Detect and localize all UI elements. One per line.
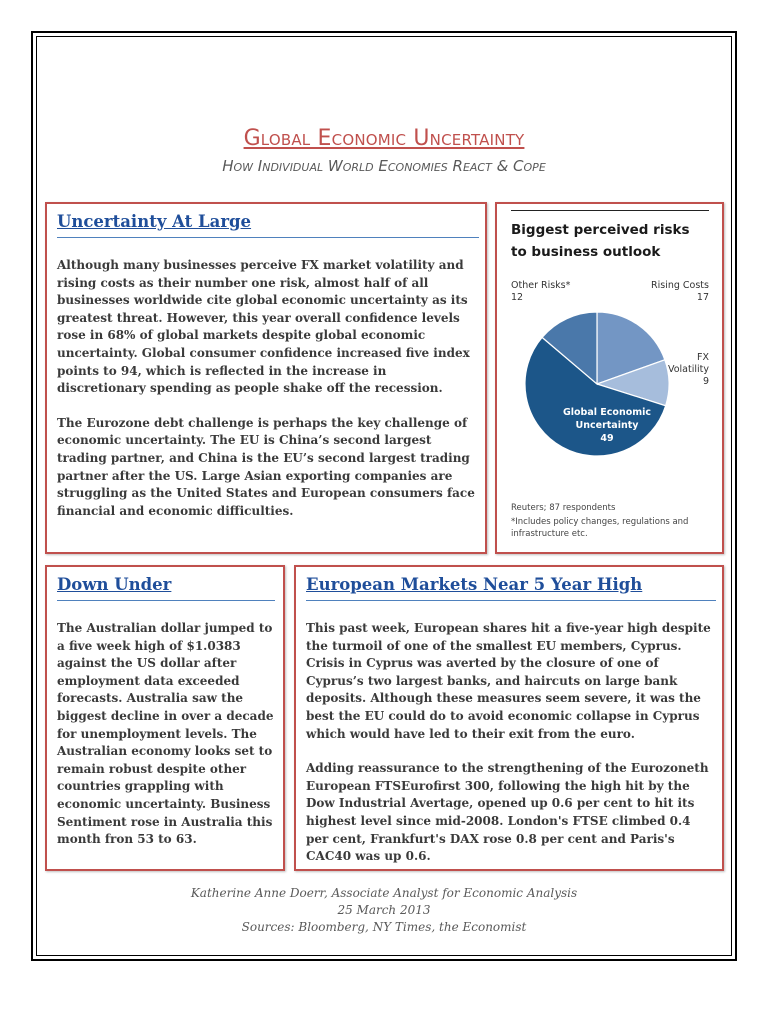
footer-author: Katherine Anne Doerr, Associate Analyst for Economic Analysis [190, 886, 578, 900]
footer-sources: Sources: Bloomberg, NY Times, the Economist [241, 920, 527, 934]
european-body [306, 620, 714, 866]
label-fx-line-1: FX [697, 352, 709, 363]
down-under-body [57, 620, 275, 849]
uncertainty-section [45, 202, 487, 554]
label-fx-volatility [659, 352, 709, 388]
label-rising-costs-value: 17 [696, 292, 709, 303]
label-other-risks-value: 12 [511, 292, 524, 303]
uncertainty-paragraph-1: Although many businesses perceive FX market volatility and rising costs as their number one risk, almost half of all businesses worldwide cite global economic uncertainty as its greatest threat. However, this year overall confidence levels rose in 68% of global markets despite global economic uncertainty. Global consumer confidence increased five index points to 94, which is reflected in the increase in discretionary spending as people shake off the recession. [57, 258, 470, 396]
chart-title-line-2: to business outlook [511, 244, 661, 260]
label-global-value: 49 [600, 433, 614, 444]
label-global-line-1: Global Economic [562, 407, 652, 418]
label-other-risks-name: Other Risks* [511, 280, 571, 291]
label-rising-costs-name: Rising Costs [651, 280, 709, 291]
european-markets-section [294, 565, 724, 871]
european-heading: European Markets Near 5 Year High [306, 575, 643, 594]
label-fx-line-2: Volatility [667, 364, 709, 375]
footer-date: 25 March 2013 [337, 903, 431, 917]
european-paragraph-1: This past week, European shares hit a five-year high despite the turmoil of one of the smallest EU members, Cyprus. Crisis in Cyprus was averted by the closure of one of Cyprus’s two largest banks, and haircuts on large bank deposits. Although these measures seem severe, it was the best the EU could do to avoid economic collapse in Cyprus which would have led to their exit from the euro. [306, 621, 711, 741]
down-under-section [45, 565, 285, 871]
heading-rule [306, 600, 716, 601]
label-other-risks [511, 280, 570, 304]
down-under-heading: Down Under [57, 575, 172, 594]
heading-rule [57, 600, 275, 601]
european-paragraph-2: Adding reassurance to the strengthening of the Eurozoneth European FTSEurofirst 300, following the high hit by the Dow Industrial Avertage, opened up 0.6 per cent to hit its highest level since mid-2008. London's FTSE climbed 0.4 per cent, Frankfurt's DAX rose 0.8 per cent and Paris's CAC40 was up 0.6. [306, 761, 709, 864]
label-global-line-2: Uncertainty [575, 420, 639, 431]
label-rising-costs [637, 280, 709, 304]
risk-chart-panel [495, 202, 724, 554]
chart-source: Reuters; 87 respondents [511, 503, 616, 513]
uncertainty-body [57, 257, 475, 520]
label-global-uncertainty [557, 406, 657, 445]
page-subtitle: How Individual World Economies React & Cope [222, 157, 546, 175]
down-under-paragraph: The Australian dollar jumped to a five week high of $1.0383 against the US dollar after employment data exceeded forecasts. Australia saw the biggest decline in over a decade for unemployment levels. The Australian economy looks set to remain robust despite other countries grappling with economic uncertainty. Business Sentiment rose in Australia this month fron 53 to 63. [57, 621, 274, 847]
uncertainty-paragraph-2: The Eurozone debt challenge is perhaps the key challenge of economic uncertainty. The EU is China’s second largest trading partner, and China is the EU’s second largest trading partner after the US. Large Asian exporting companies are struggling as the United States and European consumers face financial and economic difficulties. [57, 415, 475, 518]
page-title: Global Economic Uncertainty [243, 126, 525, 151]
uncertainty-heading: Uncertainty At Large [57, 212, 252, 231]
chart-title-line-1: Biggest perceived risks [511, 222, 690, 238]
label-fx-value: 9 [702, 376, 709, 387]
heading-rule [57, 237, 479, 238]
chart-footnote: *Includes policy changes, regulations and infrastructure etc. [511, 517, 689, 539]
